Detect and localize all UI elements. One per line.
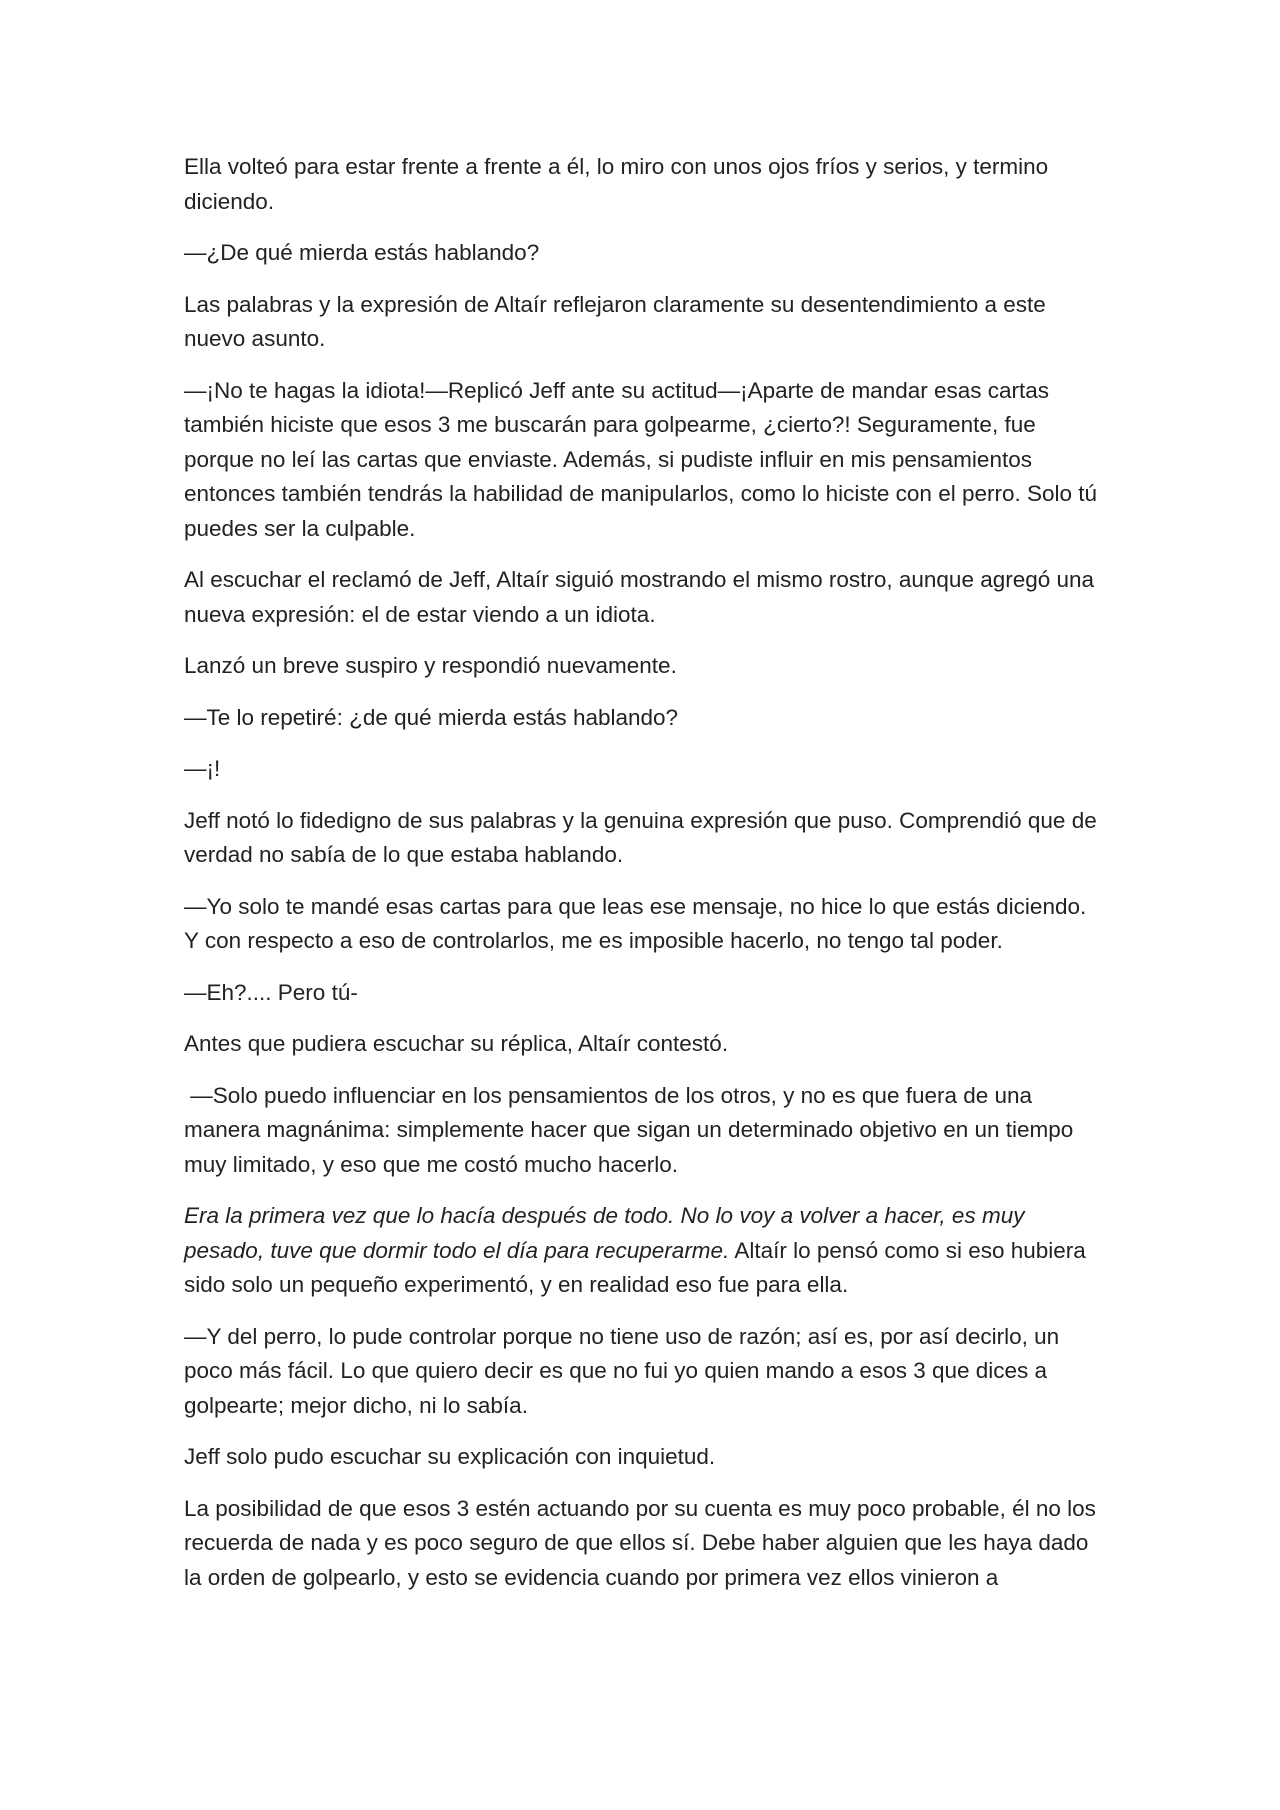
paragraph: —¿De qué mierda estás hablando? — [184, 240, 540, 265]
paragraph: La posibilidad de que esos 3 estén actuando por su cuenta es muy poco probable, él no los recuerda de nada y es poco seguro de que ellos sí. Debe haber alguien que les haya dado la orden de golpearlo, y esto se evidencia cuando por primera vez ellos vinieron a — [184, 1495, 1103, 1590]
narration-text: Altaír lo pensó como si eso hubiera sido solo un pequeño experimentó, y en realidad eso fue para ella. — [184, 1237, 1093, 1297]
paragraph: Las palabras y la expresión de Altaír reflejaron claramente su desentendimiento a este nuevo asunto. — [184, 291, 1053, 351]
paragraph: Lanzó un breve suspiro y respondió nuevamente. — [184, 653, 677, 678]
body-text — [184, 150, 1104, 1595]
paragraph: —Eh?.... Pero tú- — [184, 979, 358, 1005]
paragraph: —¡No te hagas la idiota!—Replicó Jeff ante su actitud—¡Aparte de mandar esas cartas también hiciste que esos 3 me buscarán para golpearme, ¿cierto?! Seguramente, fue porque no leí las cartas que enviaste. Además, si pudiste influir en mis pensamientos entonces también tendrás la habilidad de manipularlos, como lo hiciste con el perro. Solo tú puedes ser la culpable. — [184, 377, 1104, 541]
paragraph: Al escuchar el reclamó de Jeff, Altaír siguió mostrando el mismo rostro, aunque agregó una nueva expresión: el de estar viendo a un idiota. — [184, 567, 1101, 627]
paragraph: Ella volteó para estar frente a frente a él, lo miro con unos ojos fríos y serios, y termino diciendo. — [184, 154, 1055, 214]
paragraph: Jeff solo pudo escuchar su explicación con inquietud. — [184, 1444, 716, 1469]
paragraph: —¡! — [184, 756, 221, 781]
paragraph: —Solo puedo influenciar en los pensamientos de los otros, y no es que fuera de una manera magnánima: simplemente hacer que sigan un determinado objetivo en un tiempo muy limitado, y eso que me costó mucho hacerlo. — [184, 1082, 1080, 1177]
italic-thought-text: Era la primera vez que lo hacía después de todo. No lo voy a volver a hacer, es muy pesado, tuve que dormir todo el día para recuperarme. — [184, 1203, 1031, 1263]
paragraph: —Yo solo te mandé esas cartas para que leas ese mensaje, no hice lo que estás diciendo. Y con respecto a eso de controlarlos, me es imposible hacerlo, no tengo tal poder. — [184, 893, 1093, 953]
paragraph: Jeff notó lo fidedigno de sus palabras y la genuina expresión que puso. Comprendió que de verdad no sabía de lo que estaba hablando. — [184, 807, 1103, 867]
paragraph: Antes que pudiera escuchar su réplica, Altaír contestó. — [184, 1031, 729, 1056]
mixed-paragraph — [184, 1199, 1104, 1303]
paragraph: —Te lo repetiré: ¿de qué mierda estás hablando? — [184, 704, 679, 730]
paragraph: —Y del perro, lo pude controlar porque no tiene uso de razón; así es, por así decirlo, un poco más fácil. Lo que quiero decir es que no fui yo quien mando a esos 3 que dices a golpearte; mejor dicho, ni lo sabía. — [184, 1323, 1066, 1418]
